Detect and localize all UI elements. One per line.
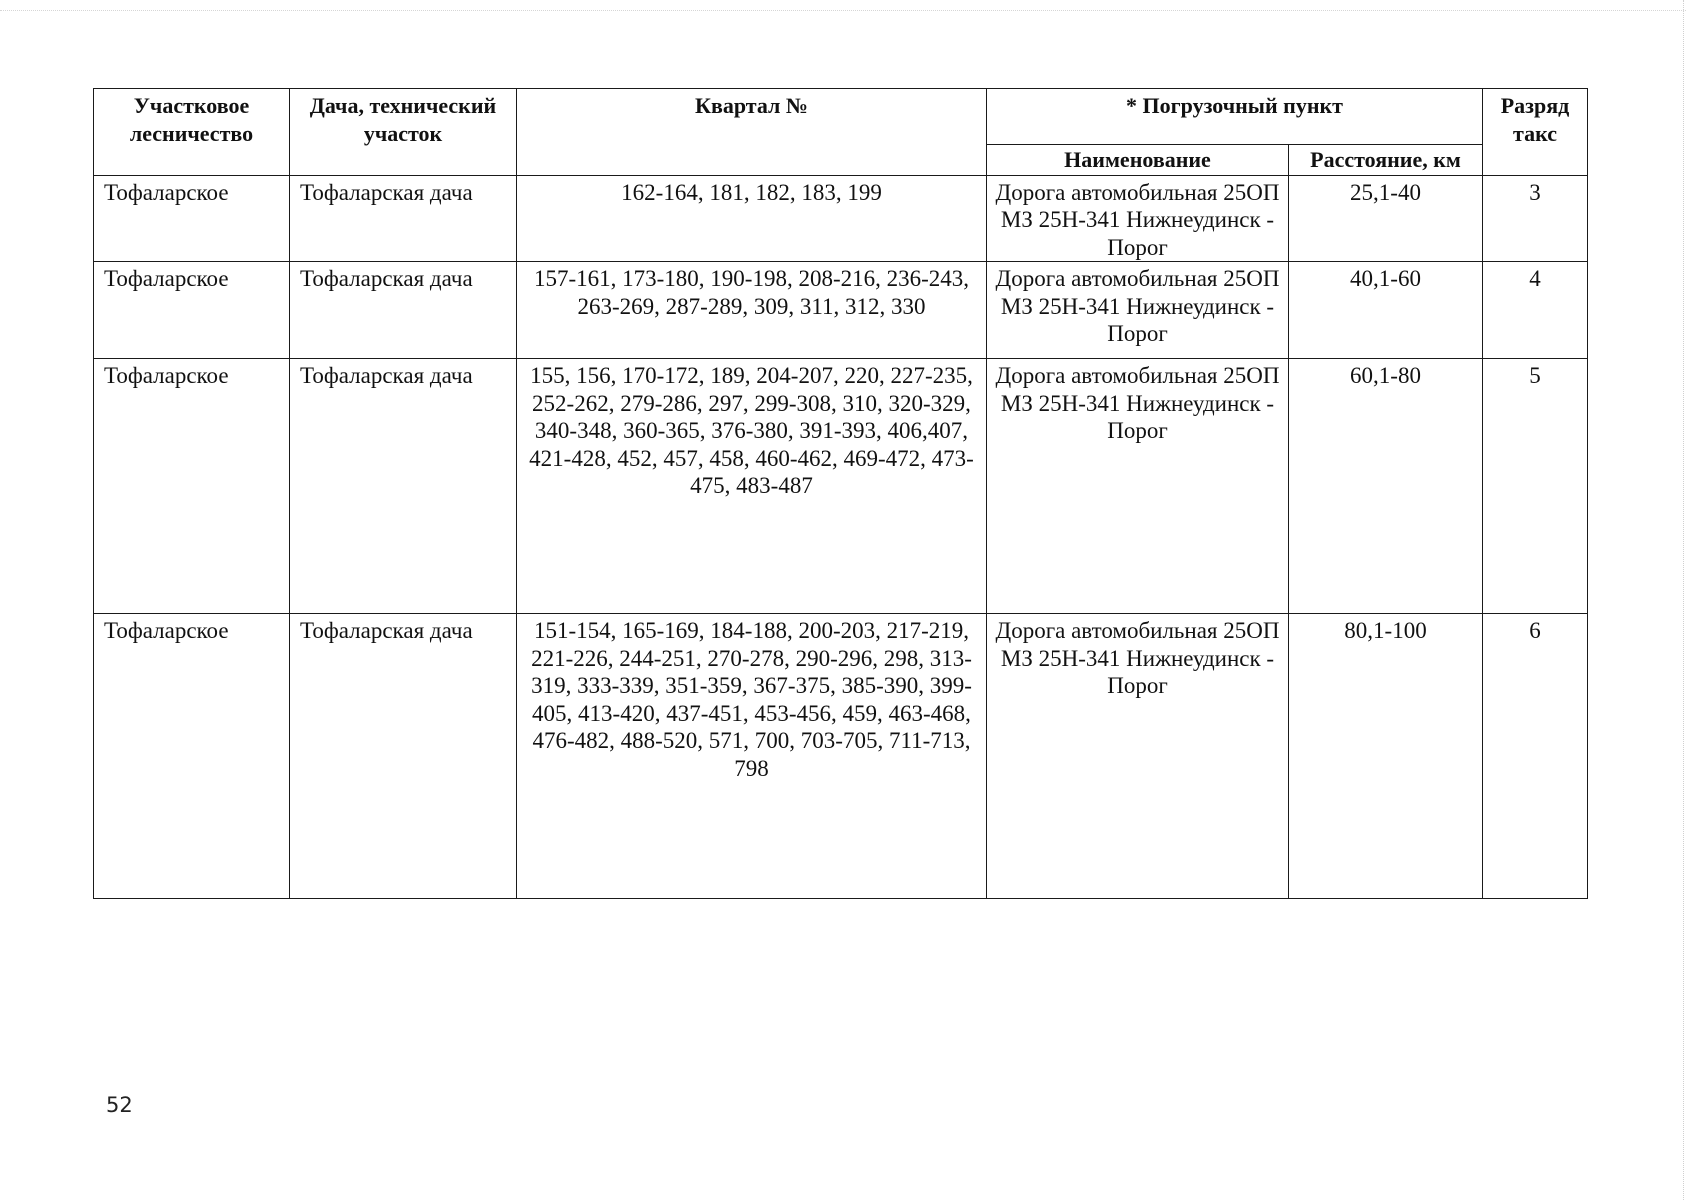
tax-rank-table xyxy=(93,88,1588,899)
cell-distance: 40,1-60 xyxy=(1289,262,1483,359)
header-kvartal: Квартал № xyxy=(517,89,987,176)
table-row xyxy=(94,262,1588,359)
cell-loading-point-name: Дорога автомобильная 25ОП МЗ 25Н-341 Нижнеудинск - Порог xyxy=(987,262,1289,359)
cell-loading-point-name: Дорога автомобильная 25ОП МЗ 25Н-341 Нижнеудинск - Порог xyxy=(987,175,1289,262)
table-row xyxy=(94,175,1588,262)
cell-distance: 80,1-100 xyxy=(1289,614,1483,899)
cell-loading-point-name: Дорога автомобильная 25ОП МЗ 25Н-341 Нижнеудинск - Порог xyxy=(987,614,1289,899)
header-rank: Разряд такс xyxy=(1483,89,1588,176)
page-number: 52 xyxy=(106,1093,133,1117)
cell-forestry: Тофаларское xyxy=(94,614,290,899)
cell-dacha: Тофаларская дача xyxy=(290,614,517,899)
cell-rank: 5 xyxy=(1483,359,1588,614)
cell-forestry: Тофаларское xyxy=(94,262,290,359)
cell-rank: 4 xyxy=(1483,262,1588,359)
cell-dacha: Тофаларская дача xyxy=(290,359,517,614)
cell-loading-point-name: Дорога автомобильная 25ОП МЗ 25Н-341 Нижнеудинск - Порог xyxy=(987,359,1289,614)
cell-forestry: Тофаларское xyxy=(94,175,290,262)
header-name: Наименование xyxy=(987,145,1289,176)
header-loading-point: * Погрузочный пункт xyxy=(987,89,1483,145)
cell-distance: 25,1-40 xyxy=(1289,175,1483,262)
cell-dacha: Тофаларская дача xyxy=(290,262,517,359)
scan-edge xyxy=(0,10,1686,11)
table-row xyxy=(94,359,1588,614)
table-row xyxy=(94,614,1588,899)
scan-edge-right xyxy=(1683,0,1684,1200)
cell-rank: 6 xyxy=(1483,614,1588,899)
header-dacha: Дача, технический участок xyxy=(290,89,517,176)
cell-kvartal: 157-161, 173-180, 190-198, 208-216, 236-243, 263-269, 287-289, 309, 311, 312, 330 xyxy=(517,262,987,359)
header-distance: Расстояние, км xyxy=(1289,145,1483,176)
cell-dacha: Тофаларская дача xyxy=(290,175,517,262)
cell-forestry: Тофаларское xyxy=(94,359,290,614)
cell-distance: 60,1-80 xyxy=(1289,359,1483,614)
cell-kvartal: 155, 156, 170-172, 189, 204-207, 220, 227-235, 252-262, 279-286, 297, 299-308, 310, 320-329, 340-348, 360-365, 376-380, 391-393, 406,407, 421-428, 452, 457, 458, 460-462, 469-472, 473-475, 483-487 xyxy=(517,359,987,614)
cell-kvartal: 151-154, 165-169, 184-188, 200-203, 217-219, 221-226, 244-251, 270-278, 290-296, 298, 313-319, 333-339, 351-359, 367-375, 385-390, 399-405, 413-420, 437-451, 453-456, 459, 463-468, 476-482, 488-520, 571, 700, 703-705, 711-713, 798 xyxy=(517,614,987,899)
cell-kvartal: 162-164, 181, 182, 183, 199 xyxy=(517,175,987,262)
header-forestry: Участковое лесничество xyxy=(94,89,290,176)
cell-rank: 3 xyxy=(1483,175,1588,262)
